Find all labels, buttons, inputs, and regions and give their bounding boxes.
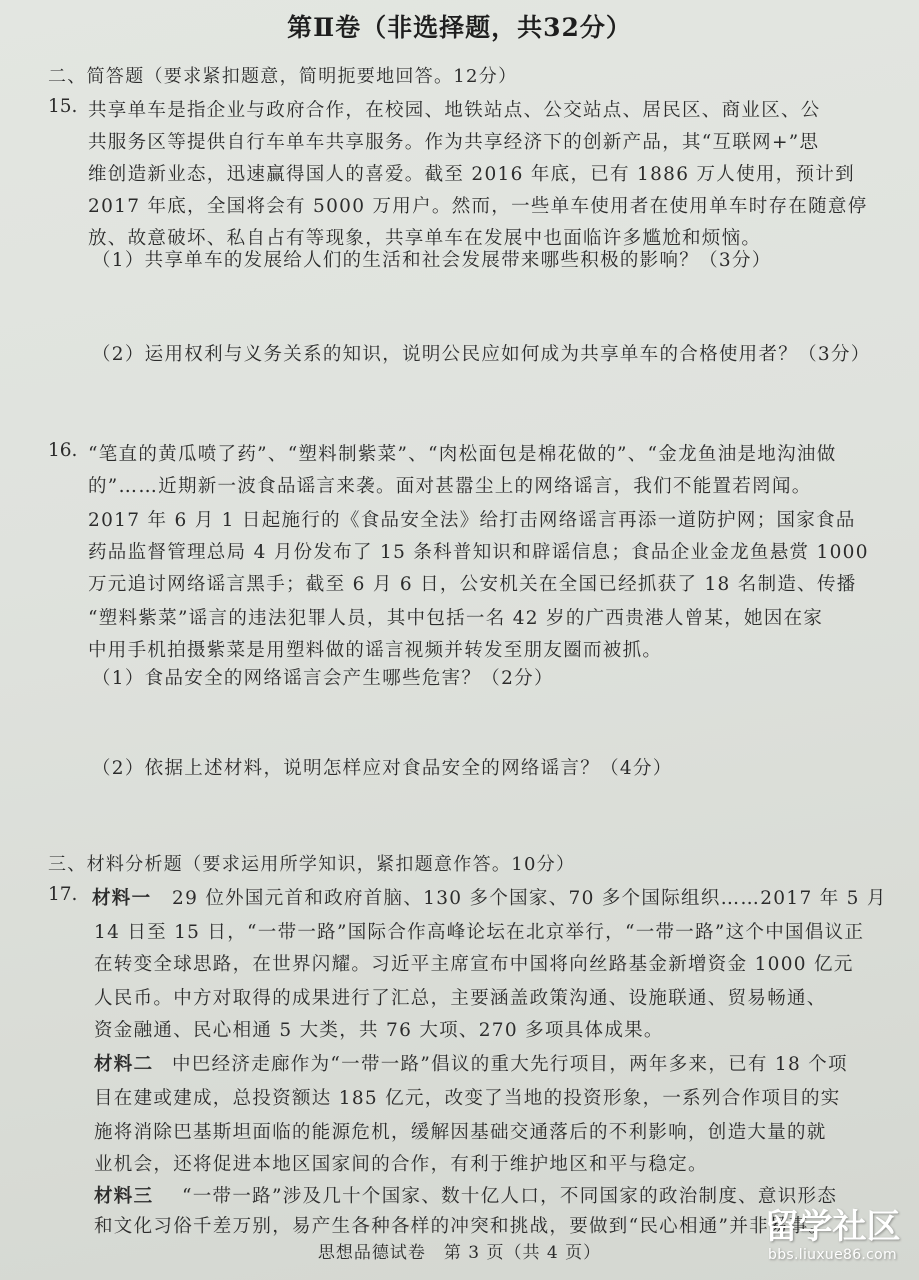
q15-line: 放、故意破坏、私自占有等现象，共享单车在发展中也面临许多尴尬和烦恼。 xyxy=(88,228,762,249)
q15-number: 15. xyxy=(48,96,78,117)
q16-line: “塑料紫菜”谣言的违法犯罪人员，其中包括一名 42 岁的广西贵港人曾某，她因在家 xyxy=(88,608,824,629)
material-2-line: 中巴经济走廊作为“一带一路”倡议的重大先行项目，两年多来，已有 18 个项 xyxy=(172,1054,848,1075)
q15-sub-question-2: （2）运用权利与义务关系的知识，说明公民应如何成为共享单车的合格使用者？（3分） xyxy=(92,344,871,365)
material-2-line: 业机会，还将促进本地区国家间的合作，有利于维护地区和平与稳定。 xyxy=(94,1154,708,1175)
q16-line: “笔直的黄瓜喷了药”、“塑料制紫菜”、“肉松面包是棉花做的”、“金龙鱼油是地沟油做 xyxy=(88,444,837,465)
section-3-heading: 三、材料分析题（要求运用所学知识，紧扣题意作答。10分） xyxy=(48,854,576,875)
watermark-title: 留学社区 xyxy=(764,1207,901,1247)
q16-line: 中用手机拍摄紫菜是用塑料做的谣言视频并转发至朋友圈而被抓。 xyxy=(88,640,663,661)
material-2-label: 材料二 xyxy=(94,1054,154,1075)
watermark-logo xyxy=(750,1208,915,1264)
q16-sub-question-1: （1）食品安全的网络谣言会产生哪些危害？（2分） xyxy=(92,668,554,689)
q16-number: 16. xyxy=(48,440,78,461)
q16-sub-question-2: （2）依据上述材料，说明怎样应对食品安全的网络谣言？（4分） xyxy=(92,758,673,779)
material-2-line: 施将消除巴基斯坦面临的能源危机，缓解因基础交通落后的不利影响，创造大量的就 xyxy=(94,1122,827,1143)
q16-line: 的”……近期新一波食品谣言来袭。面对甚嚣尘上的网络谣言，我们不能置若罔闻。 xyxy=(88,476,812,497)
page-title: 第Ⅱ卷（非选择题，共32分） xyxy=(287,13,632,42)
q15-line: 共服务区等提供自行车单车共享服务。作为共享经济下的创新产品，其“互联网+”思 xyxy=(88,132,820,153)
material-1-line: 人民币。中方对取得的成果进行了汇总，主要涵盖政策沟通、设施联通、贸易畅通、 xyxy=(94,988,827,1009)
material-3-line: 和文化习俗千差万别，易产生各种各样的冲突和挑战，要做到“民心相通”并非易事。 xyxy=(94,1216,829,1237)
material-3-line: “一带一路”涉及几十个国家、数十亿人口，不同国家的政治制度、意识形态 xyxy=(182,1186,838,1207)
watermark-url: bbs.liuxue86.com xyxy=(768,1247,897,1263)
q16-line: 万元追讨网络谣言黑手；截至 6 月 6 日，公安机关在全国已经抓获了 18 名制造、传播 xyxy=(88,574,857,595)
material-1-line: 29 位外国元首和政府首脑、130 多个国家、70 多个国际组织……2017 年 5 月 xyxy=(172,888,887,909)
q15-sub-question-1: （1）共享单车的发展给人们的生活和社会发展带来哪些积极的影响？（3分） xyxy=(92,250,772,271)
page-footer: 思想品德试卷 第 3 页（共 4 页） xyxy=(317,1243,602,1263)
q15-line: 共享单车是指企业与政府合作，在校园、地铁站点、公交站点、居民区、商业区、公 xyxy=(88,100,821,121)
material-2-line: 目在建或建成，总投资额达 185 亿元，改变了当地的投资形象，一系列合作项目的实 xyxy=(94,1088,841,1109)
q16-line: 2017 年 6 月 1 日起施行的《食品安全法》给打击网络谣言再添一道防护网；国家食品 xyxy=(88,510,856,531)
material-3-label: 材料三 xyxy=(94,1186,154,1207)
section-2-heading: 二、简答题（要求紧扣题意，简明扼要地回答。12分） xyxy=(48,66,518,87)
material-1-line: 14 日至 15 日，“一带一路”国际合作高峰论坛在北京举行，“一带一路”这个中国倡议正 xyxy=(94,922,865,943)
material-1-line: 在转变全球思路，在世界闪耀。习近平主席宣布中国将向丝路基金新增资金 1000 亿元 xyxy=(94,954,854,975)
q16-line: 药品监督管理总局 4 月份发布了 15 条科普知识和辟谣信息；食品企业金龙鱼悬赏 1000 xyxy=(88,542,869,563)
material-1-line: 资金融通、民心相通 5 大类，共 76 大项、270 多项具体成果。 xyxy=(94,1020,664,1041)
q15-line: 2017 年底，全国将会有 5000 万用户。然而，一些单车使用者在使用单车时存在随意停 xyxy=(88,196,868,217)
q15-line: 维创造新业态，迅速赢得国人的喜爱。截至 2016 年底，已有 1886 万人使用，预计到 xyxy=(88,164,855,185)
q17-number: 17. xyxy=(48,884,78,905)
material-1-label: 材料一 xyxy=(92,888,152,909)
